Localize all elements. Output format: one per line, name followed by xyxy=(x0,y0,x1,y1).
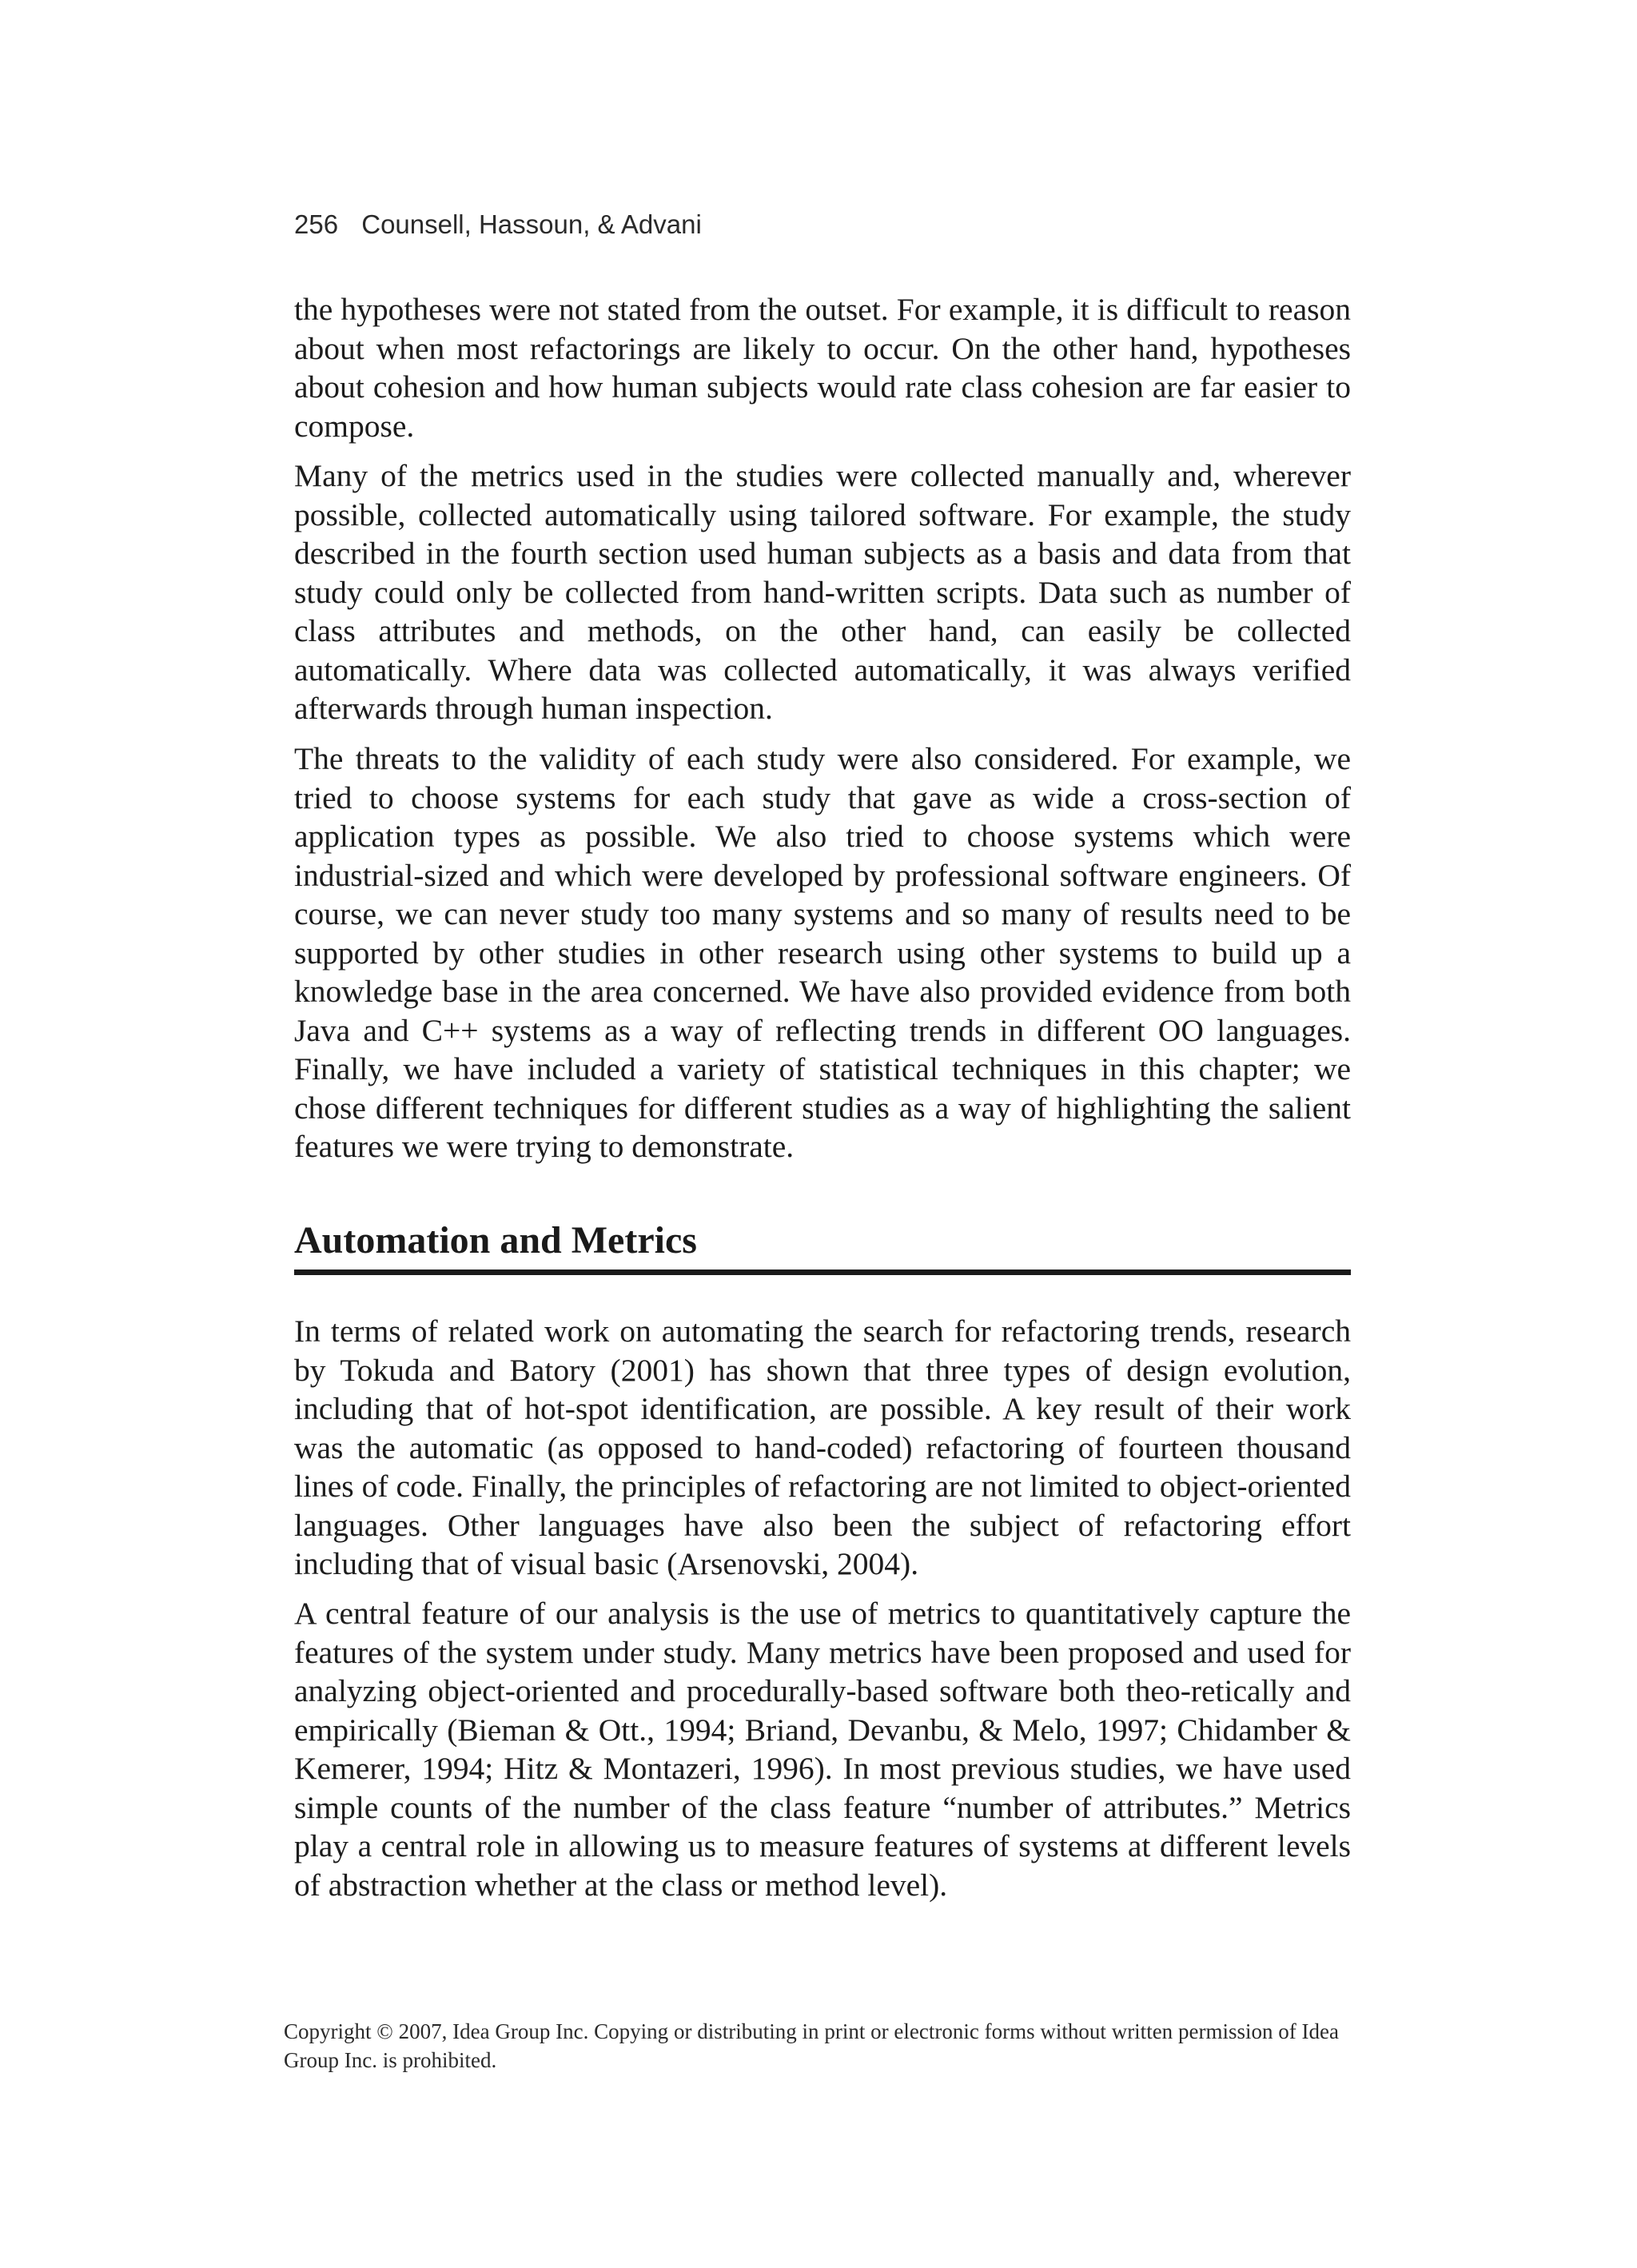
paragraph-threats-validity: The threats to the validity of each study were also considered. For example, we tried to choose systems for each study that gave as wide a cross-section of application types as possible. We also tried to choose systems which were industrial-sized and which were developed by professional software engineers. Of course, we can never study too many systems and so many of results need to be supported by other studies in other research using other systems to build up a knowledge base in the area concerned. We have also provided evidence from both Java and C++ systems as a way of reflecting trends in different OO languages. Finally, we have included a variety of statistical techniques in this chapter; we chose different techniques for different studies as a way of highlighting the salient features we were trying to demonstrate. xyxy=(294,741,1351,1164)
running-head-authors: Counsell, Hassoun, & Advani xyxy=(361,209,702,239)
page-number: 256 xyxy=(294,209,339,239)
copyright-footer: Copyright © 2007, Idea Group Inc. Copying or distributing in print or electronic forms without written permission of Idea Group Inc. is prohibited. xyxy=(284,2019,1339,2072)
paragraph-metrics-collection: Many of the metrics used in the studies were collected manually and, wherever possible, collected automatically using tailored software. For example, the study described in the fourth section used human subjects as a basis and data from that study could only be collected from hand-written scripts. Data such as number of class attributes and methods, on the other hand, can easily be collected automatically. Where data was collected automatically, it was always verified afterwards through human inspection. xyxy=(294,458,1351,726)
heading-rule xyxy=(294,1270,1351,1275)
paragraph-hypotheses: the hypotheses were not stated from the outset. For example, it is difficult to reason about when most refactorings are likely to occur. On the other hand, hypotheses about cohesion and how human subjects would rate class cohesion are far easier to compose. xyxy=(294,292,1351,444)
paragraph-metrics-analysis: A central feature of our analysis is the use of metrics to quantitatively capture the features of the system under study. Many metrics have been proposed and used for analyzing object-oriented and procedurally-based software both theo-retically and empirically (Bieman & Ott., 1994; Briand, Devanbu, & Melo, 1997; Chidamber & Kemerer, 1994; Hitz & Montazeri, 1996). In most previous studies, we have used simple counts of the number of the class feature “number of attributes.” Metrics play a central role in allowing us to measure features of systems at different levels of abstraction whether at the class or method level). xyxy=(294,1596,1351,1903)
paragraph-related-work: In terms of related work on automating the search for refactoring trends, research by Tokuda and Batory (2001) has shown that three types of design evolution, including that of hot-spot identification, are possible. A key result of their work was the automatic (as opposed to hand-coded) refactoring of fourteen thousand lines of code. Finally, the principles of refactoring are not limited to object-oriented languages. Other languages have also been the subject of refactoring effort including that of visual basic (Arsenovski, 2004). xyxy=(294,1313,1351,1581)
running-head xyxy=(294,209,702,240)
section-heading: Automation and Metrics xyxy=(294,1219,697,1262)
